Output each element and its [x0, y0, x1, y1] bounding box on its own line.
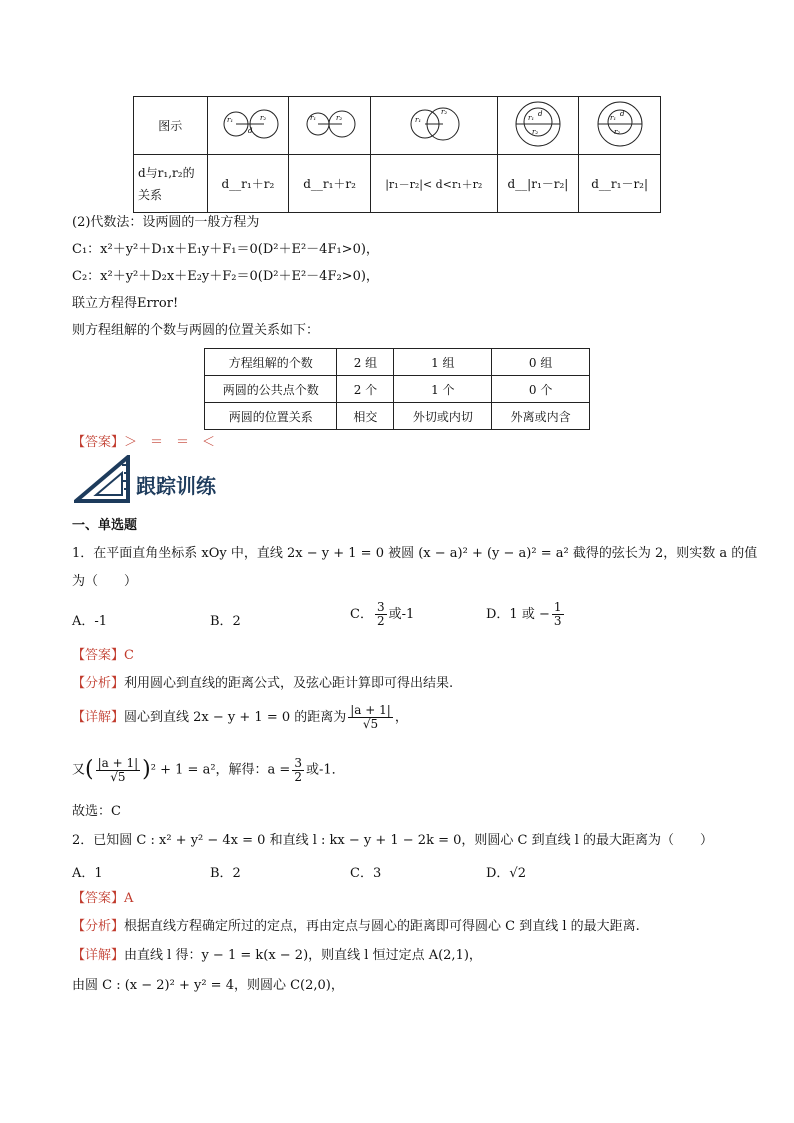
q1-option-a[interactable]: A．-1: [72, 614, 108, 629]
svg-text:r₁: r₁: [226, 116, 234, 124]
t2-r1c3: 1 组: [394, 349, 492, 376]
answer-value: ＞ ＝ ＝ ＜: [124, 435, 216, 450]
fig-intersect: [370, 97, 497, 155]
svg-text:d: d: [537, 110, 543, 118]
t2-r2c2: 2 个: [337, 376, 394, 403]
q2-option-a[interactable]: A．1: [72, 866, 103, 881]
containing-circles-figure: [584, 98, 656, 150]
q1-option-b[interactable]: B．2: [210, 614, 241, 629]
q1-analysis: 【分析】利用圆心到直线的距离公式，及弦心距计算即可得出结果.: [72, 676, 454, 691]
intersecting-circles-figure: [379, 98, 489, 150]
relation-cell-2: d__r₁＋r₂: [289, 155, 371, 213]
q1-conclusion: 故选：C: [72, 804, 121, 819]
external-tangent-figure: [294, 98, 366, 150]
circle-relation-table: [133, 96, 661, 213]
q1-option-c-fraction: $\frac{3}{2}$: [376, 600, 385, 628]
svg-text:r₁: r₁: [414, 116, 421, 124]
q1-stem-line2: 为（ ）: [72, 574, 138, 589]
relation-cell-1: d__r₁＋r₂: [207, 155, 289, 213]
svg-text:r₂: r₂: [335, 114, 342, 122]
q2-option-b[interactable]: B．2: [210, 866, 241, 881]
q2-detail: 【详解】由直线 l 得：y − 1 = k(x − 2)，则直线 l 恒过定点 A(2,1)，: [72, 948, 482, 963]
t2-r1c4: 0 组: [492, 349, 590, 376]
section-subtitle: 一、单选题: [72, 518, 138, 533]
q2-detail-line2: 由圆 C : (x − 2)² + y² = 4，则圆心 C(2,0)，: [72, 978, 344, 993]
t2-r2c4: 0 个: [492, 376, 590, 403]
q2-option-c[interactable]: C．3: [350, 866, 382, 881]
q1-option-d[interactable]: [486, 601, 566, 628]
svg-text:r₂: r₂: [259, 114, 267, 122]
svg-text:r₂: r₂: [440, 108, 447, 116]
t2-r1c1: 方程组解的个数: [205, 349, 337, 376]
svg-text:r₂: r₂: [531, 128, 539, 136]
t2-r3c4: 外离或内含: [492, 403, 590, 430]
q2-stem: 2．已知圆 C : x² + y² − 4x = 0 和直线 l : kx − y + 1 − 2k = 0，则圆心 C 到直线 l 的最大距离为（ ）: [72, 833, 714, 848]
svg-text:r₂: r₂: [613, 128, 620, 136]
q1-option-c-suffix: 或-1: [388, 607, 415, 622]
q1-option-d-prefix: D．1 或 −: [486, 607, 550, 622]
fig-separate: [207, 97, 289, 155]
answer-line-0: [72, 434, 215, 452]
q2-answer: 【答案】A: [72, 891, 134, 906]
table2-intro: 则方程组解的个数与两圆的位置关系如下：: [72, 323, 320, 338]
t2-r3c1: 两圆的位置关系: [205, 403, 337, 430]
q1-detail: 【详解】圆心到直线 2x − y + 1 = 0 的距离为 $\frac{|a + 1|}{√5}$ ，: [72, 703, 408, 731]
set-square-icon: [74, 455, 132, 503]
t2-r2c1: 两圆的公共点个数: [205, 376, 337, 403]
system-line: 联立方程得Error!: [72, 296, 179, 311]
section-heading: [74, 455, 132, 507]
relation-cell-5: d__r₁－r₂|: [579, 155, 661, 213]
algebra-intro: (2)代数法：设两圆的一般方程为: [72, 215, 260, 230]
answer-label: 【答案】: [72, 435, 125, 450]
svg-text:d: d: [247, 127, 253, 135]
q1-option-d-fraction: $\frac{1}{3}$: [553, 600, 562, 628]
table1-header-relation: d与r₁,r₂的关系: [134, 155, 208, 213]
section-title: 跟踪训练: [136, 474, 216, 498]
circle-c1-equation: C₁：x²＋y²＋D₁x＋E₁y＋F₁＝0(D²＋E²－4F₁>0)，: [72, 242, 379, 257]
fig-internal-tangent: [497, 97, 579, 155]
q1-option-c[interactable]: [350, 601, 414, 628]
q1-option-c-prefix: C．: [350, 607, 373, 622]
separate-circles-figure: [212, 98, 284, 150]
q2-analysis: 【分析】根据直线方程确定所过的定点，再由定点与圆心的距离即可得圆心 C 到直线 l 的最大距离.: [72, 919, 640, 934]
fig-external-tangent: [289, 97, 371, 155]
q1-distance-fraction: $\frac{|a + 1|}{√5}$: [350, 703, 391, 731]
relation-cell-4: d__|r₁－r₂|: [497, 155, 579, 213]
t2-r2c3: 1 个: [394, 376, 492, 403]
svg-text:r₁: r₁: [609, 114, 616, 122]
svg-text:r₁: r₁: [527, 114, 535, 122]
solution-count-table: [204, 348, 590, 430]
fig-contain: [579, 97, 661, 155]
internal-tangent-figure: [502, 98, 574, 150]
t2-r1c2: 2 组: [337, 349, 394, 376]
svg-text:r₁: r₁: [309, 114, 316, 122]
svg-text:d: d: [619, 110, 625, 118]
q1-detail-line2: 又( $\frac{|a + 1|}{√5}$ )² + 1 = a²，解得：a = $\frac{3}{2}$ 或-1．: [72, 755, 345, 784]
t2-r3c2: 相交: [337, 403, 394, 430]
relation-cell-3: |r₁－r₂|< d<r₁＋r₂: [370, 155, 497, 213]
q1-stem-line1: 1．在平面直角坐标系 xOy 中，直线 2x − y + 1 = 0 被圆 (x − a)² + (y − a)² = a² 截得的弦长为 2，则实数 a 的值: [72, 546, 758, 561]
table1-header-figure: 图示: [134, 97, 208, 155]
circle-c2-equation: C₂：x²＋y²＋D₂x＋E₂y＋F₂＝0(D²＋E²－4F₂>0)，: [72, 269, 379, 284]
q2-option-d[interactable]: D．√2: [486, 866, 526, 881]
t2-r3c3: 外切或内切: [394, 403, 492, 430]
q1-answer: 【答案】C: [72, 648, 134, 663]
